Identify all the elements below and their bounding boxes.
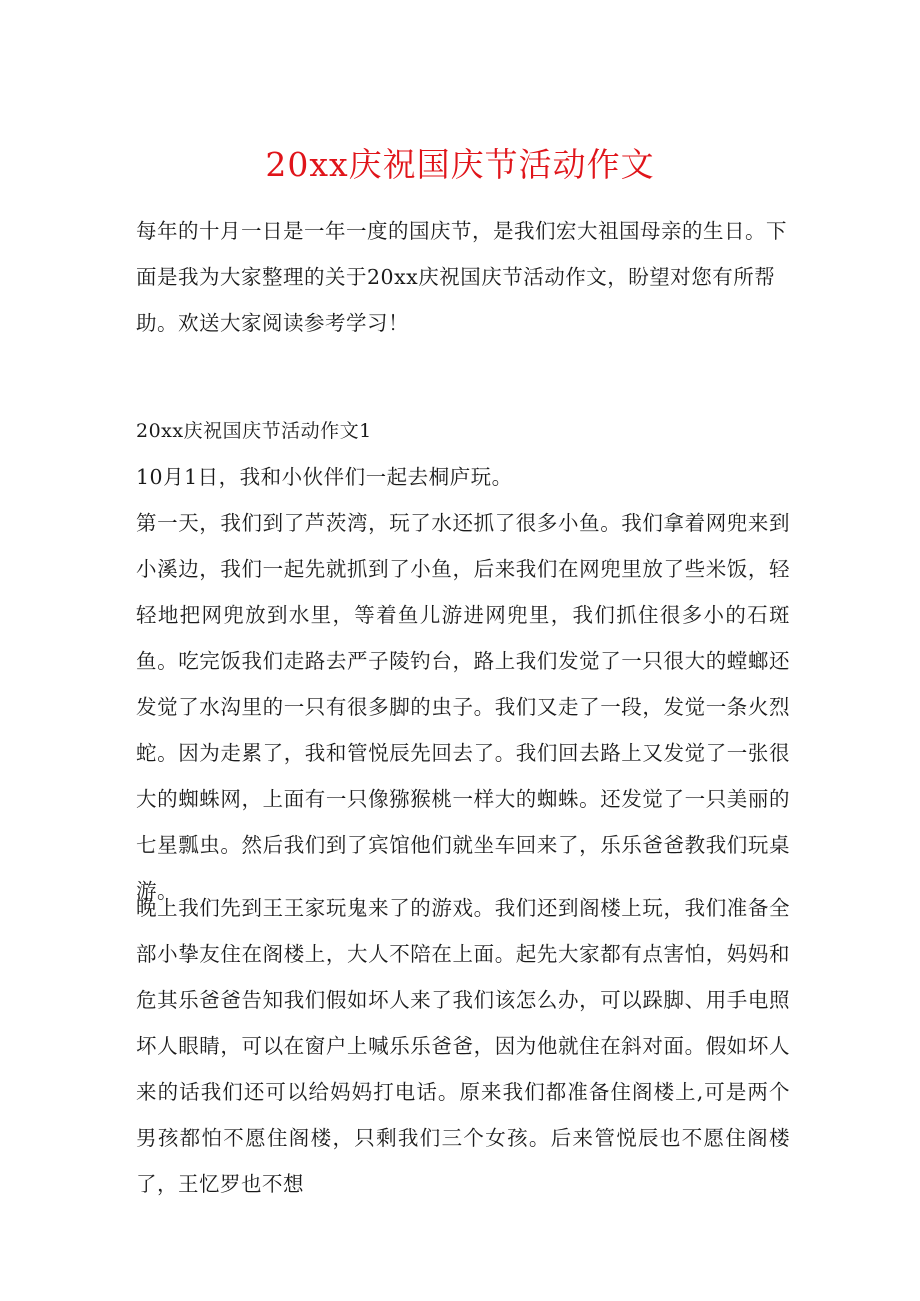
body-paragraph: 晚上我们先到王王家玩鬼来了的游戏。我们还到阁楼上玩，我们准备全部小挚友住在阁楼上，大人不陪在上面。起先大家都有点害怕，妈妈和危其乐爸爸告知我们假如坏人来了我们该怎么办，可以跺脚、用手电照坏人眼睛，可以在窗户上喊乐乐爸爸，因为他就住在斜对面。假如坏人来的话我们还可以给妈妈打电话。原来我们都准备住阁楼上,可是两个男孩都怕不愿住阁楼，只剩我们三个女孩。后来管悦辰也不愿住阁楼了，王忆罗也不想 — [136, 896, 790, 1196]
intro-paragraph: 每年的十月一日是一年一度的国庆节，是我们宏大祖国母亲的生日。下面是我为大家整理的关于20xx庆祝国庆节活动作文，盼望对您有所帮助。欢送大家阅读参考学习！ — [136, 219, 787, 335]
section-heading: 20xx庆祝国庆节活动作文1 — [136, 420, 372, 442]
document-title: 20xx庆祝国庆节活动作文 — [265, 145, 655, 184]
body-paragraph: 第一天，我们到了芦茨湾，玩了水还抓了很多小鱼。我们拿着网兜来到小溪边，我们一起先就抓到了小鱼，后来我们在网兜里放了些米饭，轻轻地把网兜放到水里，等着鱼儿游进网兜里，我们抓住很多小的石斑鱼。吃完饭我们走路去严子陵钓台，路上我们发觉了一只很大的螳螂还发觉了水沟里的一只有很多脚的虫子。我们又走了一段，发觉一条火烈蛇。因为走累了，我和管悦辰先回去了。我们回去路上又发觉了一张很大的蜘蛛网，上面有一只像猕猴桃一样大的蜘蛛。还发觉了一只美丽的七星瓢虫。然后我们到了宾馆他们就坐车回来了，乐乐爸爸教我们玩桌游。 — [136, 511, 790, 903]
body-paragraph: 10月1日，我和小伙伴们一起去桐庐玩。 — [136, 465, 513, 489]
